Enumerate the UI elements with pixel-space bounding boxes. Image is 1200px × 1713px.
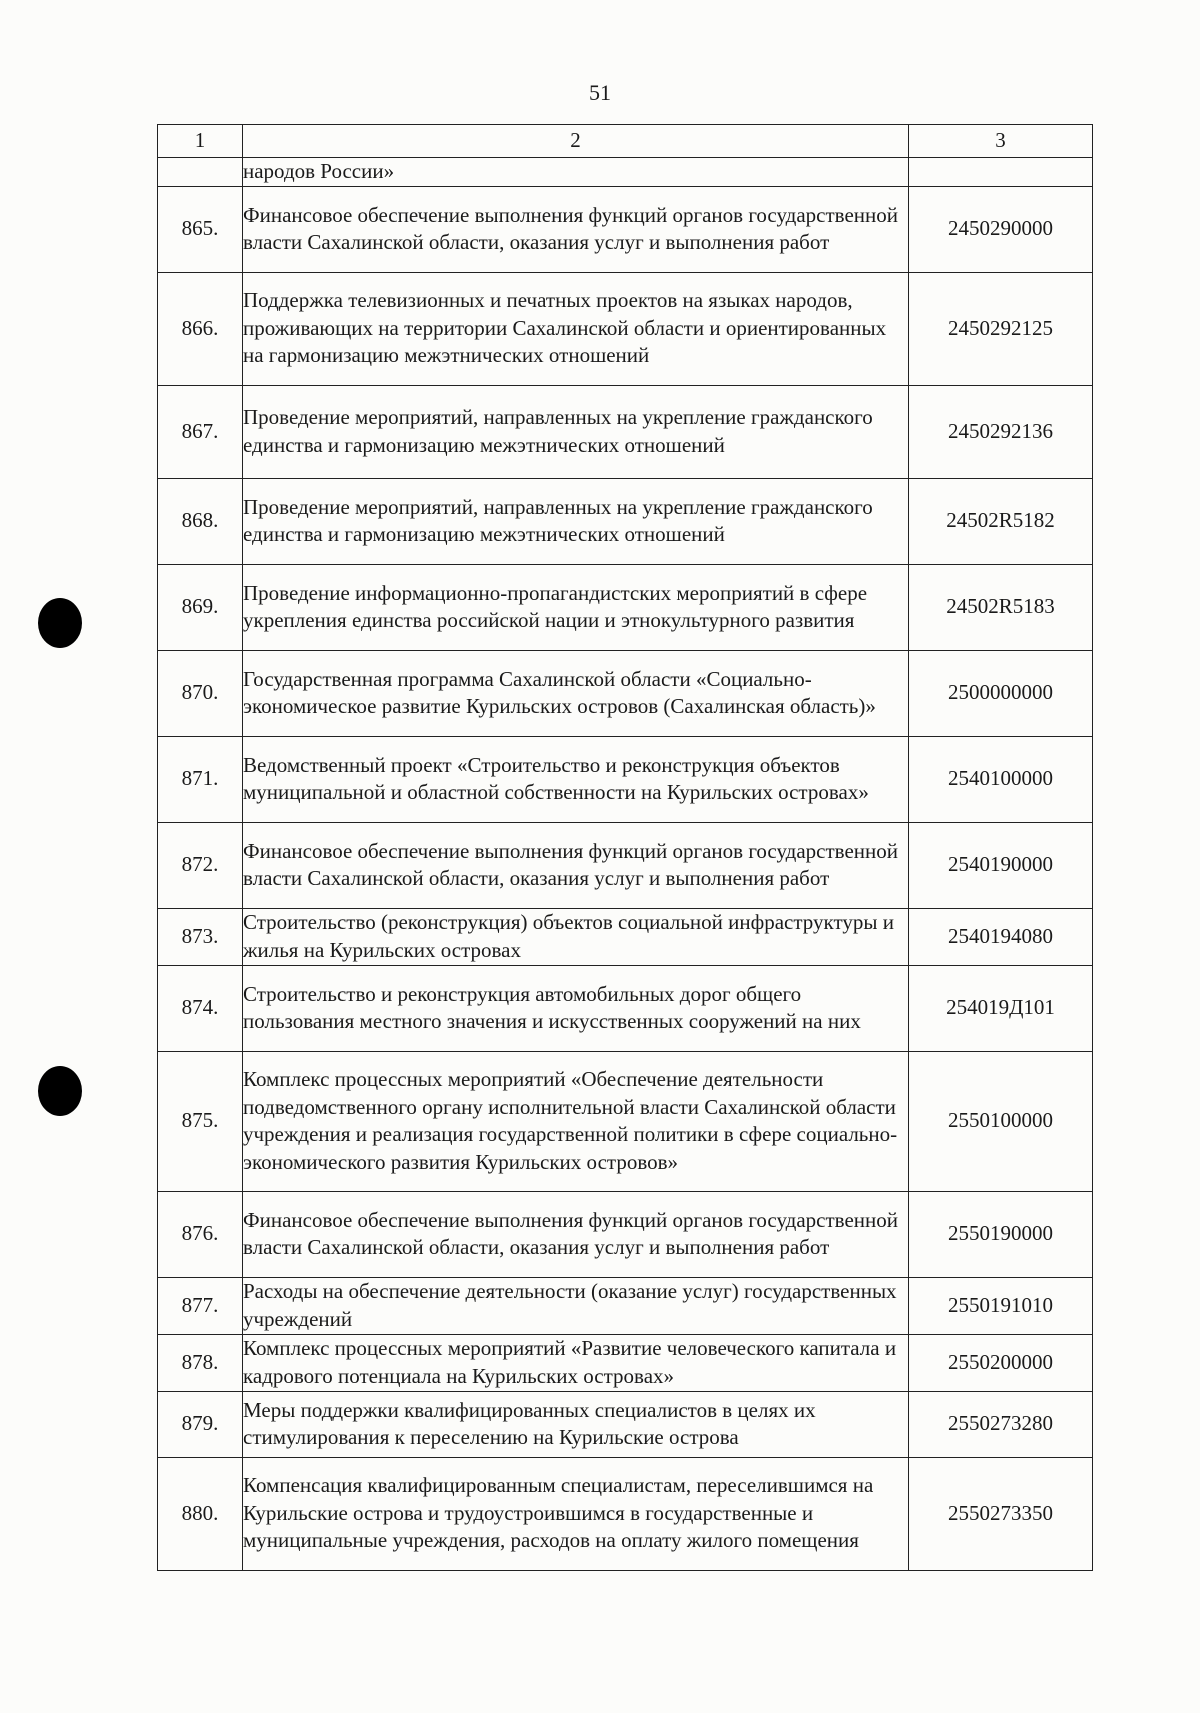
row-number: 872. — [158, 822, 243, 908]
table-row — [158, 908, 1093, 965]
table-row — [158, 822, 1093, 908]
row-description: Строительство и реконструкция автомобильных дорог общего пользования местного значения и искусственных сооружений на них — [243, 965, 909, 1051]
row-description: Финансовое обеспечение выполнения функций органов государственной власти Сахалинской области, оказания услуг и выполнения работ — [243, 186, 909, 272]
table-row — [158, 650, 1093, 736]
row-number: 878. — [158, 1334, 243, 1391]
row-code: 2550191010 — [909, 1277, 1093, 1334]
row-code: 2450290000 — [909, 186, 1093, 272]
row-description: Проведение мероприятий, направленных на укрепление гражданского единства и гармонизацию межэтнических отношений — [243, 478, 909, 564]
row-number: 865. — [158, 186, 243, 272]
row-number: 879. — [158, 1391, 243, 1457]
row-description: Поддержка телевизионных и печатных проектов на языках народов, проживающих на территории Сахалинской области и ориентированных на гармонизацию межэтнических отношений — [243, 272, 909, 385]
row-code: 2540190000 — [909, 822, 1093, 908]
row-number: 868. — [158, 478, 243, 564]
budget-code-table — [157, 124, 1093, 1571]
row-code: 2550273280 — [909, 1391, 1093, 1457]
row-code: 2550200000 — [909, 1334, 1093, 1391]
column-header-2: 2 — [243, 125, 909, 158]
row-number: 871. — [158, 736, 243, 822]
row-description: Строительство (реконструкция) объектов социальной инфраструктуры и жилья на Курильских островах — [243, 908, 909, 965]
row-description: Ведомственный проект «Строительство и реконструкция объектов муниципальной и областной собственности на Курильских островах» — [243, 736, 909, 822]
row-description: Финансовое обеспечение выполнения функций органов государственной власти Сахалинской области, оказания услуг и выполнения работ — [243, 1191, 909, 1277]
table-row — [158, 564, 1093, 650]
table-row — [158, 186, 1093, 272]
table-row — [158, 478, 1093, 564]
row-number: 876. — [158, 1191, 243, 1277]
row-number: 866. — [158, 272, 243, 385]
table-row — [158, 965, 1093, 1051]
row-description: Проведение информационно-пропагандистских мероприятий в сфере укрепления единства российской нации и этнокультурного развития — [243, 564, 909, 650]
row-description: Компенсация квалифицированным специалистам, переселившимся на Курильские острова и трудоустроившимся в государственные и муниципальные учреждения, расходов на оплату жилого помещения — [243, 1457, 909, 1570]
continuation-row — [158, 158, 1093, 187]
table-row — [158, 1457, 1093, 1570]
table-row — [158, 1277, 1093, 1334]
row-code: 24502R5182 — [909, 478, 1093, 564]
row-code — [909, 158, 1093, 187]
row-number: 867. — [158, 385, 243, 478]
row-code: 254019Д101 — [909, 965, 1093, 1051]
punch-hole-icon — [38, 1066, 82, 1116]
row-code: 2550100000 — [909, 1051, 1093, 1191]
table-row — [158, 1051, 1093, 1191]
row-description: Расходы на обеспечение деятельности (оказание услуг) государственных учреждений — [243, 1277, 909, 1334]
row-code: 2550190000 — [909, 1191, 1093, 1277]
column-header-1: 1 — [158, 125, 243, 158]
punch-hole-icon — [38, 598, 82, 648]
row-description: Комплекс процессных мероприятий «Обеспечение деятельности подведомственного органу исполнительной власти Сахалинской области учреждения и реализация государственной политики в сфере социально-экономического развития Курильских островов» — [243, 1051, 909, 1191]
table-row — [158, 736, 1093, 822]
row-description: Финансовое обеспечение выполнения функций органов государственной власти Сахалинской области, оказания услуг и выполнения работ — [243, 822, 909, 908]
column-header-3: 3 — [909, 125, 1093, 158]
row-code: 2500000000 — [909, 650, 1093, 736]
row-number: 877. — [158, 1277, 243, 1334]
row-description: Проведение мероприятий, направленных на укрепление гражданского единства и гармонизацию межэтнических отношений — [243, 385, 909, 478]
row-number: 874. — [158, 965, 243, 1051]
row-number: 880. — [158, 1457, 243, 1570]
row-description: Комплекс процессных мероприятий «Развитие человеческого капитала и кадрового потенциала на Курильских островах» — [243, 1334, 909, 1391]
table-row — [158, 385, 1093, 478]
row-code: 2450292136 — [909, 385, 1093, 478]
table-row — [158, 272, 1093, 385]
row-number — [158, 158, 243, 187]
row-code: 2550273350 — [909, 1457, 1093, 1570]
row-description: Меры поддержки квалифицированных специалистов в целях их стимулирования к переселению на Курильские острова — [243, 1391, 909, 1457]
row-number: 875. — [158, 1051, 243, 1191]
table-row — [158, 1334, 1093, 1391]
row-number: 869. — [158, 564, 243, 650]
row-code: 2450292125 — [909, 272, 1093, 385]
row-code: 2540194080 — [909, 908, 1093, 965]
header-row — [158, 125, 1093, 158]
row-code: 2540100000 — [909, 736, 1093, 822]
table-row — [158, 1191, 1093, 1277]
row-description: Государственная программа Сахалинской области «Социально-экономическое развитие Курильских островов (Сахалинская область)» — [243, 650, 909, 736]
row-code: 24502R5183 — [909, 564, 1093, 650]
row-description: народов России» — [243, 158, 909, 187]
row-number: 870. — [158, 650, 243, 736]
page-number: 51 — [589, 80, 611, 105]
row-number: 873. — [158, 908, 243, 965]
table-row — [158, 1391, 1093, 1457]
